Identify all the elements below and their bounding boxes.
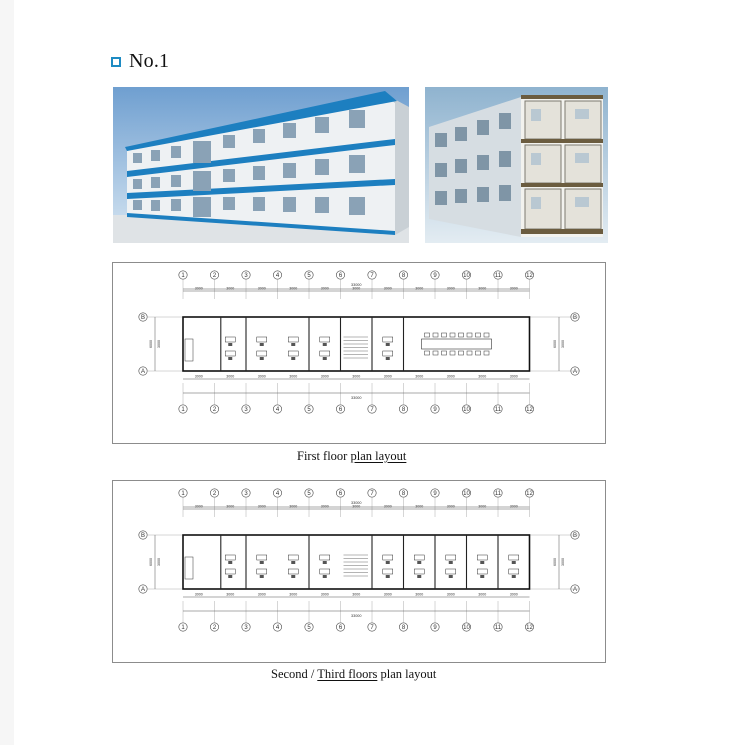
axis-number: 4 bbox=[275, 491, 280, 498]
dimension-text: 3000 bbox=[320, 286, 329, 291]
desk bbox=[320, 337, 330, 342]
row-label: B bbox=[140, 315, 146, 322]
row-label: A bbox=[572, 369, 578, 376]
dimension-text: 3000 bbox=[257, 504, 266, 509]
chair bbox=[260, 561, 264, 564]
conference-chair bbox=[476, 351, 481, 355]
row-label: B bbox=[572, 315, 578, 322]
dimension-text: 3000 bbox=[257, 374, 266, 379]
dimension-text: 3000 bbox=[226, 592, 235, 597]
depth-dimension-text: 6000 bbox=[553, 340, 557, 348]
conference-chair bbox=[442, 351, 447, 355]
chair bbox=[386, 357, 390, 360]
chair bbox=[480, 561, 484, 564]
chair bbox=[417, 561, 421, 564]
dimension-text: 3000 bbox=[383, 286, 392, 291]
conference-chair bbox=[467, 351, 472, 355]
chair bbox=[386, 343, 390, 346]
axis-number: 12 bbox=[526, 491, 533, 498]
axis-number: 9 bbox=[433, 491, 437, 498]
axis-number: 11 bbox=[494, 625, 502, 632]
dimension-text: 3000 bbox=[478, 374, 487, 379]
desk bbox=[509, 569, 519, 574]
axis-number: 8 bbox=[401, 491, 406, 498]
axis-number: 3 bbox=[244, 625, 248, 632]
section-heading bbox=[111, 50, 169, 73]
desk bbox=[288, 569, 298, 574]
axis-number: 11 bbox=[494, 273, 502, 280]
conference-chair bbox=[484, 333, 489, 337]
dimension-text: 3000 bbox=[289, 504, 298, 509]
section-label: No.1 bbox=[129, 50, 170, 72]
dimension-text: 3000 bbox=[383, 592, 392, 597]
dimension-text: 3000 bbox=[320, 592, 329, 597]
row-label: A bbox=[140, 587, 146, 594]
conference-chair bbox=[425, 351, 430, 355]
axis-number: 10 bbox=[463, 273, 470, 280]
exterior-photo bbox=[113, 87, 409, 243]
desk bbox=[477, 569, 487, 574]
row-label: B bbox=[572, 533, 578, 540]
chair bbox=[228, 343, 232, 346]
caption-text: Second / bbox=[271, 667, 318, 681]
conference-chair bbox=[467, 333, 472, 337]
dimension-text: 3000 bbox=[415, 592, 424, 597]
axis-number: 4 bbox=[275, 407, 280, 414]
axis-number: 12 bbox=[526, 273, 533, 280]
chair bbox=[480, 575, 484, 578]
depth-dimension-text: 3000 bbox=[157, 558, 161, 566]
total-dimension-text: 33000 bbox=[350, 614, 362, 618]
axis-number: 7 bbox=[370, 625, 374, 632]
dimension-text: 3000 bbox=[257, 592, 266, 597]
axis-number: 10 bbox=[463, 625, 470, 632]
dimension-text: 3000 bbox=[446, 592, 455, 597]
chair bbox=[228, 357, 232, 360]
axis-number: 5 bbox=[307, 625, 311, 632]
conference-chair bbox=[459, 333, 464, 337]
row-label: A bbox=[572, 587, 578, 594]
total-dimension-text: 33000 bbox=[350, 283, 362, 287]
axis-number: 8 bbox=[401, 407, 406, 414]
toilet-fixtures bbox=[185, 557, 193, 579]
first-floor-caption bbox=[297, 449, 406, 464]
axis-number: 8 bbox=[401, 273, 406, 280]
conference-chair bbox=[450, 351, 455, 355]
square-bullet-icon bbox=[111, 57, 121, 67]
dimension-text: 3000 bbox=[289, 286, 298, 291]
dimension-text: 3000 bbox=[352, 286, 361, 291]
axis-number: 6 bbox=[338, 491, 343, 498]
desk bbox=[509, 555, 519, 560]
conference-chair bbox=[459, 351, 464, 355]
axis-number: 2 bbox=[212, 625, 217, 632]
desk bbox=[225, 351, 235, 356]
dimension-text: 3000 bbox=[352, 592, 361, 597]
conference-chair bbox=[442, 333, 447, 337]
chair bbox=[323, 343, 327, 346]
axis-number: 9 bbox=[433, 273, 437, 280]
dimension-text: 3000 bbox=[352, 504, 361, 509]
axis-number: 5 bbox=[307, 491, 311, 498]
desk bbox=[288, 555, 298, 560]
axis-number: 11 bbox=[494, 407, 502, 414]
dimension-text: 3000 bbox=[478, 592, 487, 597]
axis-number: 7 bbox=[370, 273, 374, 280]
dimension-text: 3000 bbox=[478, 504, 487, 509]
axis-number: 1 bbox=[181, 407, 185, 414]
chair bbox=[386, 575, 390, 578]
axis-number: 7 bbox=[370, 491, 374, 498]
axis-number: 1 bbox=[181, 625, 185, 632]
desk bbox=[320, 351, 330, 356]
chair bbox=[291, 561, 295, 564]
dimension-text: 3000 bbox=[257, 286, 266, 291]
chair bbox=[512, 575, 516, 578]
chair bbox=[449, 561, 453, 564]
chair bbox=[323, 575, 327, 578]
conference-chair bbox=[425, 333, 430, 337]
axis-number: 6 bbox=[338, 273, 343, 280]
desk bbox=[257, 555, 267, 560]
toilet-fixtures bbox=[185, 339, 193, 361]
chair bbox=[228, 561, 232, 564]
depth-dimension-text: 3000 bbox=[157, 340, 161, 348]
dimension-text: 3000 bbox=[320, 374, 329, 379]
dimension-text: 3000 bbox=[383, 504, 392, 509]
axis-number: 5 bbox=[307, 273, 311, 280]
chair bbox=[291, 575, 295, 578]
desk bbox=[383, 569, 393, 574]
desk bbox=[383, 351, 393, 356]
upper-floors-caption bbox=[271, 667, 436, 682]
upper-floors-plan bbox=[112, 480, 606, 663]
axis-number: 3 bbox=[244, 491, 248, 498]
total-dimension-text: 33000 bbox=[350, 396, 362, 400]
conference-chair bbox=[450, 333, 455, 337]
conference-chair bbox=[476, 333, 481, 337]
caption-text: plan layout bbox=[377, 667, 437, 681]
conference-chair bbox=[484, 351, 489, 355]
desk bbox=[383, 555, 393, 560]
axis-number: 10 bbox=[463, 491, 470, 498]
caption-text: First floor bbox=[297, 449, 348, 463]
axis-number: 11 bbox=[494, 491, 502, 498]
dimension-text: 3000 bbox=[352, 374, 361, 379]
dimension-text: 3000 bbox=[383, 374, 392, 379]
desk bbox=[414, 569, 424, 574]
axis-number: 8 bbox=[401, 625, 406, 632]
dimension-text: 3000 bbox=[509, 592, 518, 597]
axis-number: 2 bbox=[212, 273, 217, 280]
chair bbox=[291, 343, 295, 346]
axis-number: 5 bbox=[307, 407, 311, 414]
chair bbox=[291, 357, 295, 360]
dimension-text: 3000 bbox=[289, 374, 298, 379]
cutaway-photo bbox=[425, 87, 608, 243]
desk bbox=[446, 569, 456, 574]
dimension-text: 3000 bbox=[320, 504, 329, 509]
dimension-text: 3000 bbox=[415, 286, 424, 291]
axis-number: 1 bbox=[181, 273, 185, 280]
dimension-text: 3000 bbox=[194, 504, 203, 509]
desk bbox=[320, 555, 330, 560]
desk bbox=[257, 569, 267, 574]
axis-number: 2 bbox=[212, 407, 217, 414]
chair bbox=[260, 357, 264, 360]
dimension-text: 3000 bbox=[415, 374, 424, 379]
chair bbox=[512, 561, 516, 564]
dimension-text: 3000 bbox=[478, 286, 487, 291]
axis-number: 6 bbox=[338, 407, 343, 414]
dimension-text: 3000 bbox=[446, 504, 455, 509]
desk bbox=[383, 337, 393, 342]
row-label: A bbox=[140, 369, 146, 376]
desk bbox=[414, 555, 424, 560]
desk bbox=[477, 555, 487, 560]
chair bbox=[323, 561, 327, 564]
depth-dimension-text: 3000 bbox=[561, 558, 565, 566]
row-label: B bbox=[140, 533, 146, 540]
desk bbox=[225, 569, 235, 574]
dimension-text: 3000 bbox=[415, 504, 424, 509]
chair bbox=[260, 575, 264, 578]
axis-number: 12 bbox=[526, 407, 533, 414]
first-floor-plan bbox=[112, 262, 606, 444]
desk bbox=[257, 351, 267, 356]
axis-number: 10 bbox=[463, 407, 470, 414]
axis-number: 3 bbox=[244, 407, 248, 414]
chair bbox=[449, 575, 453, 578]
chair bbox=[386, 561, 390, 564]
axis-number: 7 bbox=[370, 407, 374, 414]
conference-table bbox=[422, 339, 492, 349]
axis-number: 3 bbox=[244, 273, 248, 280]
dimension-text: 3000 bbox=[509, 286, 518, 291]
depth-dimension-text: 6000 bbox=[149, 340, 153, 348]
page-margin-band bbox=[0, 0, 14, 745]
axis-number: 6 bbox=[338, 625, 343, 632]
axis-number: 4 bbox=[275, 625, 280, 632]
dimension-text: 3000 bbox=[194, 374, 203, 379]
depth-dimension-text: 6000 bbox=[553, 558, 557, 566]
caption-text: Third floors bbox=[317, 667, 378, 681]
desk bbox=[320, 569, 330, 574]
axis-number: 9 bbox=[433, 407, 437, 414]
dimension-text: 3000 bbox=[446, 286, 455, 291]
axis-number: 2 bbox=[212, 491, 217, 498]
desk bbox=[446, 555, 456, 560]
desk bbox=[225, 555, 235, 560]
dimension-text: 3000 bbox=[194, 286, 203, 291]
desk bbox=[257, 337, 267, 342]
conference-chair bbox=[433, 351, 438, 355]
conference-chair bbox=[433, 333, 438, 337]
total-dimension-text: 33000 bbox=[350, 501, 362, 505]
depth-dimension-text: 6000 bbox=[149, 558, 153, 566]
dimension-text: 3000 bbox=[226, 374, 235, 379]
desk bbox=[288, 337, 298, 342]
chair bbox=[260, 343, 264, 346]
chair bbox=[417, 575, 421, 578]
desk bbox=[225, 337, 235, 342]
axis-number: 12 bbox=[526, 625, 533, 632]
axis-number: 1 bbox=[181, 491, 185, 498]
dimension-text: 3000 bbox=[446, 374, 455, 379]
dimension-text: 3000 bbox=[226, 286, 235, 291]
desk bbox=[288, 351, 298, 356]
dimension-text: 3000 bbox=[509, 504, 518, 509]
chair bbox=[228, 575, 232, 578]
axis-number: 9 bbox=[433, 625, 437, 632]
chair bbox=[323, 357, 327, 360]
dimension-text: 3000 bbox=[509, 374, 518, 379]
dimension-text: 3000 bbox=[226, 504, 235, 509]
depth-dimension-text: 3000 bbox=[561, 340, 565, 348]
caption-text: plan layout bbox=[350, 449, 407, 463]
axis-number: 4 bbox=[275, 273, 280, 280]
dimension-text: 3000 bbox=[194, 592, 203, 597]
dimension-text: 3000 bbox=[289, 592, 298, 597]
